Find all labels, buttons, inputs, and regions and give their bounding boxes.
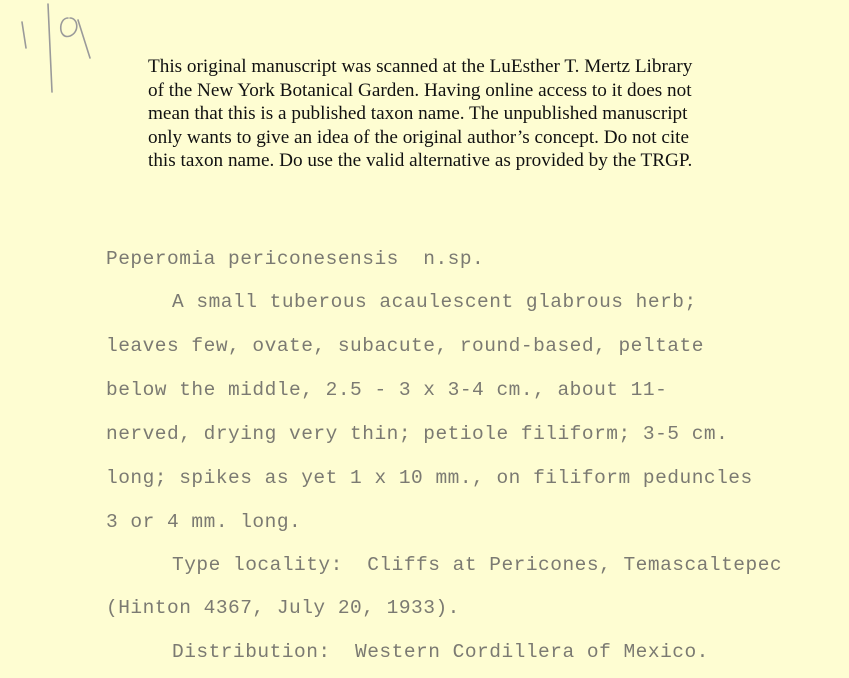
manuscript-line: long; spikes as yet 1 x 10 mm., on filiform peduncles (106, 467, 753, 489)
manuscript-line: A small tuberous acaulescent glabrous herb; (172, 291, 697, 313)
manuscript-line: leaves few, ovate, subacute, round-based, peltate (106, 335, 704, 357)
type-locality-line: Type locality: Cliffs at Pericones, Temascaltepec (172, 554, 783, 576)
notice-line: mean that this is a published taxon name. The unpublished manuscript (148, 103, 688, 125)
species-title: Peperomia periconesensis n.sp. (106, 248, 485, 270)
notice-line: this taxon name. Do use the valid alternative as provided by the TRGP. (148, 150, 693, 172)
manuscript-line: nerved, drying very thin; petiole filiform; 3-5 cm. (106, 423, 729, 445)
notice-line: of the New York Botanical Garden. Having online access to it does not (148, 79, 692, 101)
notice-line: only wants to give an idea of the original author’s concept. Do not cite (148, 126, 690, 148)
manuscript-line: 3 or 4 mm. long. (106, 511, 302, 533)
manuscript-line: below the middle, 2.5 - 3 x 3-4 cm., about 11- (106, 379, 668, 401)
manuscript-line: (Hinton 4367, July 20, 1933). (106, 597, 460, 619)
notice-line: This original manuscript was scanned at the LuEsther T. Mertz Library (148, 56, 693, 77)
distribution-line: Distribution: Western Cordillera of Mexico. (172, 641, 709, 663)
